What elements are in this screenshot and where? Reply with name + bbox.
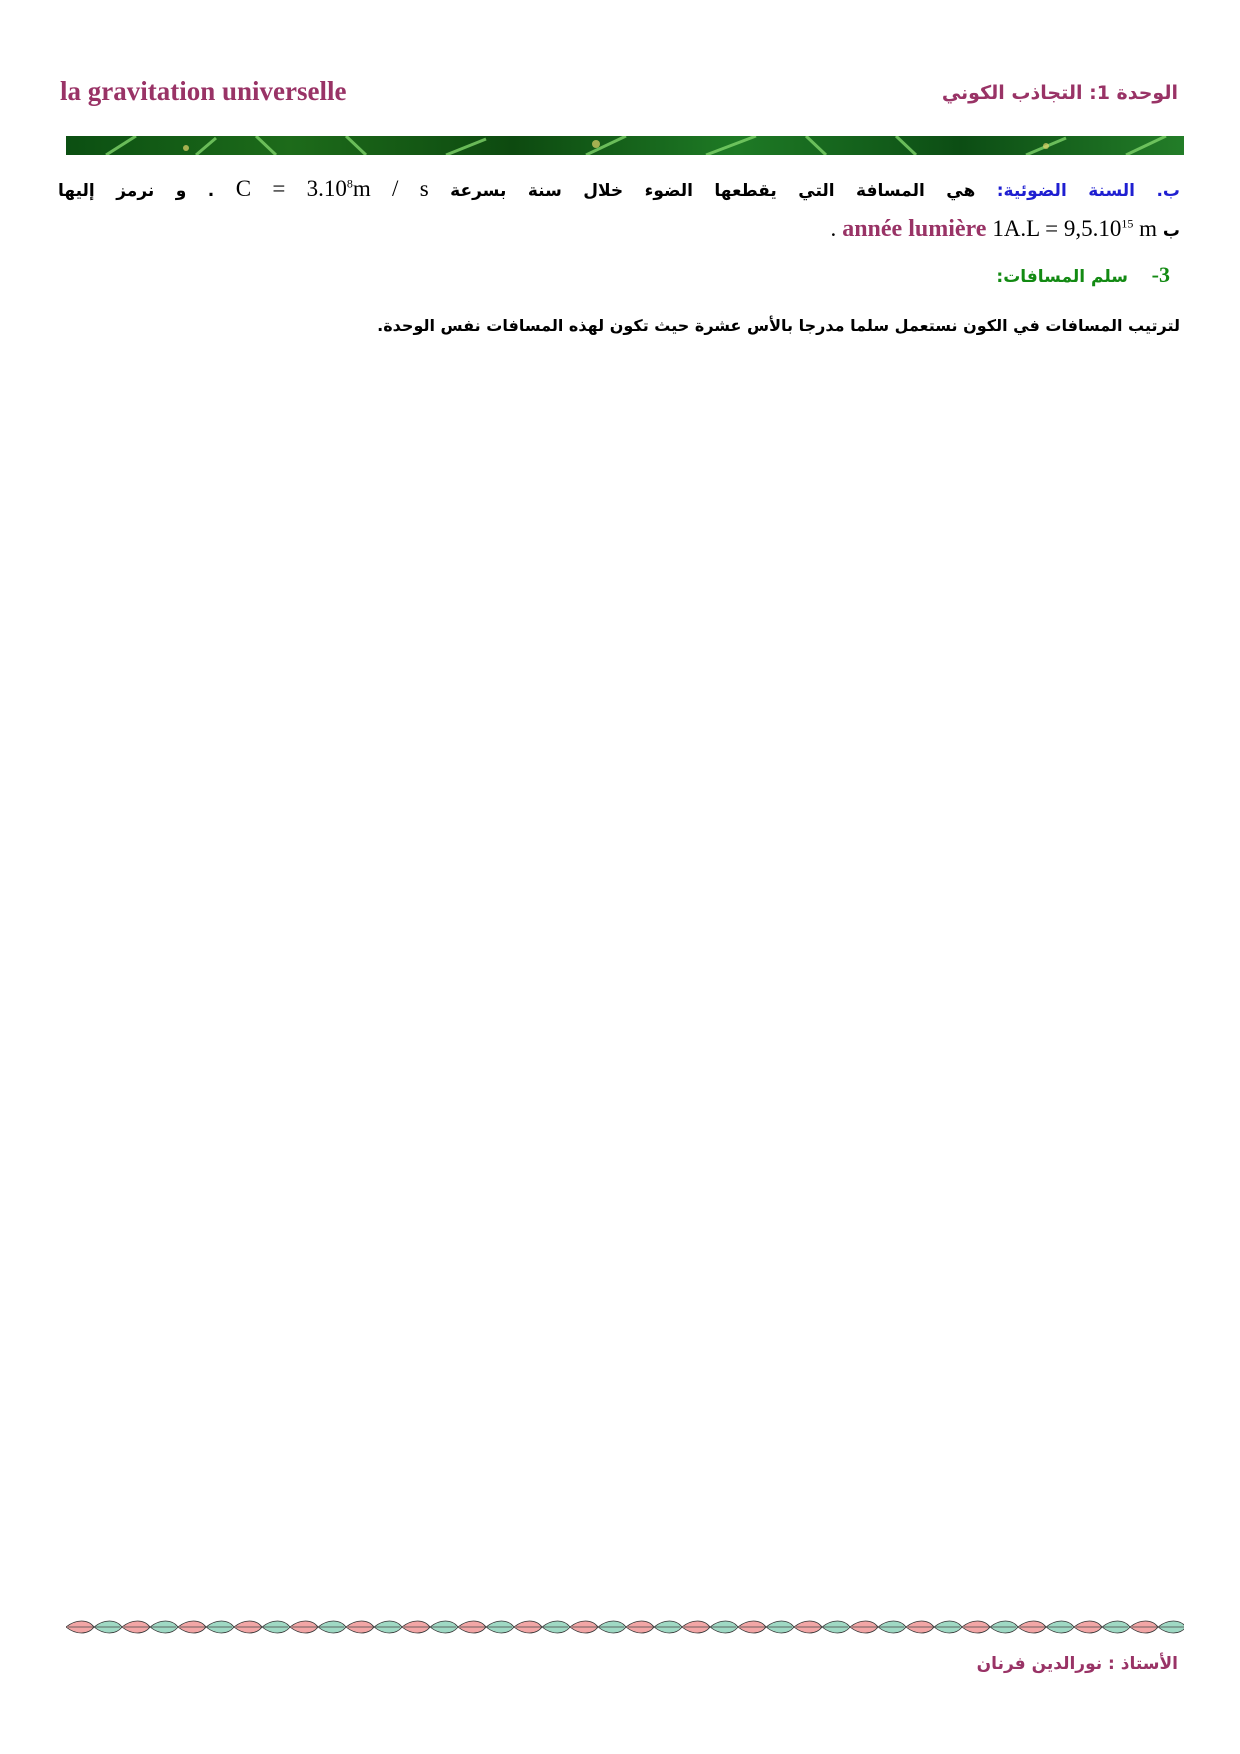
footer-leaf-border: [66, 1616, 1184, 1638]
al-base: 1A.L = 9,5.10: [992, 216, 1122, 241]
line2-prefix: ب: [1162, 221, 1180, 241]
al-unit: m: [1139, 216, 1157, 241]
light-year-symbol-line: [831, 216, 1180, 243]
section-3-text: لترتيب المسافات في الكون نستعمل سلما مدرجا بالأس عشرة حيث تكون لهذه المسافات نفس الوحدة.: [377, 316, 1180, 335]
speed-of-light-formula: [236, 176, 429, 201]
footer-author: الأستاذ : نورالدين فرنان: [976, 1654, 1178, 1674]
item-b-label: ب. السنة الضوئية:: [996, 181, 1180, 201]
light-year-formula: [992, 216, 1157, 241]
decorative-banner: [66, 136, 1184, 155]
al-exponent: 15: [1121, 216, 1134, 231]
section-3-title: سلم المسافات:: [996, 267, 1128, 287]
light-year-name: année lumière: [842, 216, 987, 242]
header-unit-ar: الوحدة 1: التجاذب الكوني: [941, 82, 1178, 104]
speed-base: C = 3.10: [235, 176, 347, 201]
section-3-heading: [996, 262, 1170, 288]
light-year-definition: [58, 176, 1180, 202]
speed-exponent: 8: [346, 176, 353, 191]
section-3-number: 3-: [1151, 262, 1170, 287]
symbol-text: . و نرمز إليها: [58, 181, 215, 201]
item-b-text: هي المسافة التي يقطعها الضوء خلال سنة بسرعة: [450, 181, 976, 201]
line2-end: .: [830, 216, 837, 241]
speed-unit: m / s: [352, 176, 429, 201]
header-title-fr: la gravitation universelle: [60, 76, 347, 106]
